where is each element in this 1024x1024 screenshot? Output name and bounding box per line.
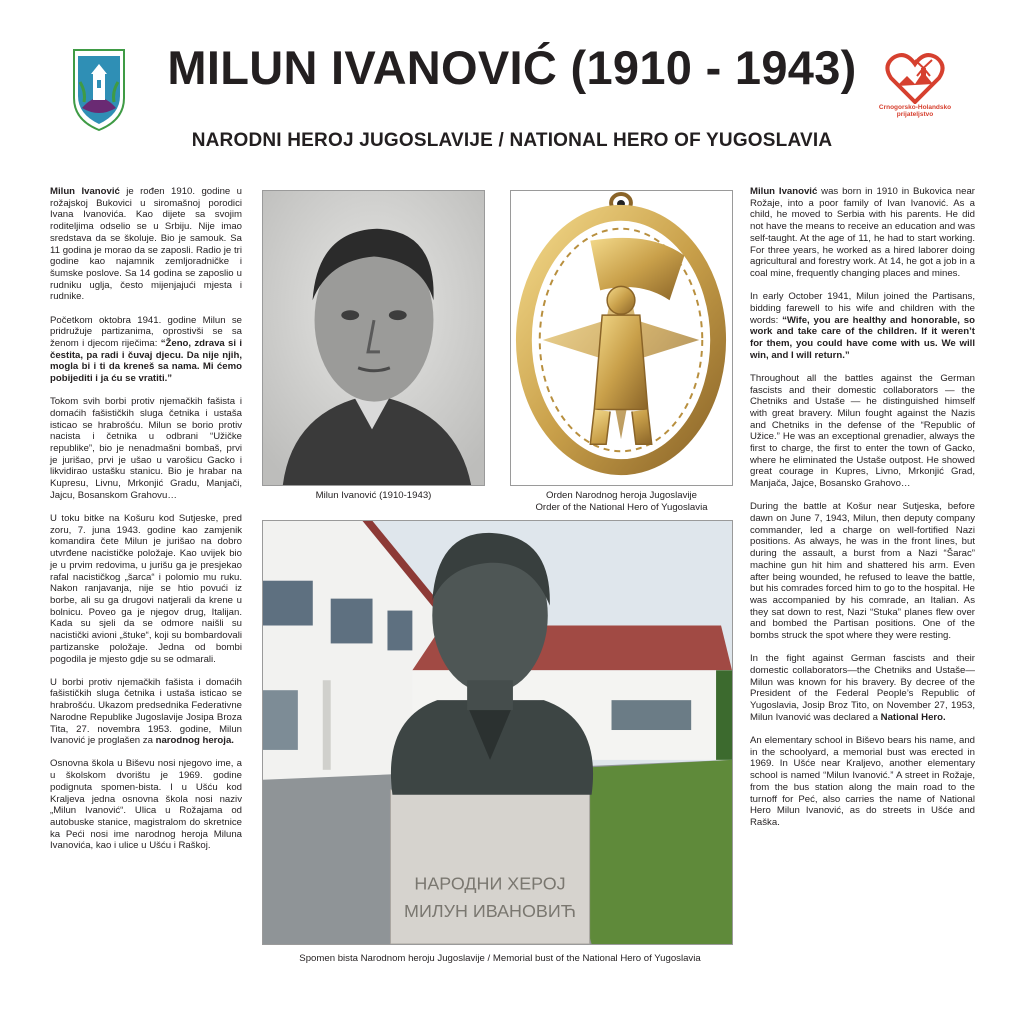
title-highlight: narodnog heroja. bbox=[155, 735, 234, 747]
memorial-bust-photo bbox=[262, 520, 733, 945]
paragraph-text: was born in 1910 in Bukovica near Rožaje, into a poor family of Ivan Ivanović. As a child, he moved to Serbia with his parents. He did not have the means to receive an education and was self-taught. At the age of 11, he had to start working. For three years, he worked as a hired laborer doing agricultural and forestry work. At 14, he got a job in a coal mine, frequently changing places and mines. bbox=[750, 186, 976, 279]
paragraph-text: In early October 1941, Milun joined the Partisans, bidding farewell to his wife and children with the words: bbox=[750, 291, 975, 326]
paragraph: An elementary school in Biševo bears his name, and in the schoolyard, a memorial bust was erected in 1969. In Ušće near Kraljevo, another elementary school is named “Milun Ivanović.” A street in Rožaje, from the bus station along the main road to the turnoff for Peć, also carries the name of National Hero Milun Ivanović, as do streets in Ušće and Raška. bbox=[750, 735, 975, 828]
medal-caption-line2: Order of the National Hero of Yugoslavia bbox=[535, 502, 708, 513]
paragraph bbox=[750, 653, 975, 723]
logo-caption-line2: prijateljstvo bbox=[896, 111, 934, 118]
plinth-inscription-1: НАРОДНИ ХЕРОЈ bbox=[414, 873, 566, 894]
medal-caption bbox=[490, 490, 753, 514]
paragraph bbox=[50, 315, 242, 385]
paragraph: Osnovna škola u Biševu nosi njegovo ime, a u školskom dvorištu je 1969. godine podignuta spomen-bista. I u Ušću kod Kraljeva jedna osnovna škola nosi naziv „Milun Ivanović“. Ulica u Rožajama od autobuske stanice, magistralom do skretnice ka Peći nosi ime narodnog heroja Miluna Ivanovića, kao i ulice u Ušću i Raškoj. bbox=[50, 758, 242, 852]
paragraph-text: U borbi protiv njemačkih fašista i domaćih fašističkih sluga četnika i ustaša isticao se hrabrošću. Ukazom predsednika Federativne Narodne Republike Jugoslavije Josipa Broza Tita, 27. novembra 1953. godine, Milun Ivanović je proglašen za bbox=[50, 676, 242, 747]
paragraph bbox=[750, 186, 975, 280]
paragraph-text: In the fight against German fascists and their domestic collaborators—the Chetniks and Ustaše—Milun was known for his bravery. By decree of the President of the Federal People’s Republic of Yugoslavia, Josip Broz Tito, on November 27, 1953, Milun Ivanović was declared a bbox=[750, 653, 975, 723]
paragraph: U toku bitke na Košuru kod Sutjeske, pred zoru, 7. juna 1943. godine kao zamjenik komandira čete Milun je jurišao na dobro utvrđene nacističke položaje. Kao uvijek bio je u prvim redovima, u jurišu ga je presjekao rafal nacističkog „šarca“ i polomio mu ruku. Nakon ranjavanja, nije se htio povući iz borbe, ali su ga drugovi natjerali da krene u bolnicu. Poveo ga je njegov drug, Italijan. Kada su sjeli da se odmore naišli su nacistički avioni „štuke“, koji su bombardovali partizanske položaje. Jedna od bombi pogodila je mjesto gdje su se odmarali. bbox=[50, 513, 242, 665]
medal-photo bbox=[510, 190, 733, 486]
quote-highlight: “Ženo, zdrava si i čestita, pa radi i čuvaj djecu. Da nije njih, mogla bi i ti da kreneš sa nama. Mi ćemo pobijediti i ja ću se vratiti.” bbox=[50, 337, 242, 385]
name-highlight: Milun Ivanović bbox=[50, 186, 120, 197]
portrait-caption: Milun Ivanović (1910-1943) bbox=[315, 490, 432, 501]
page-subtitle: NARODNI HEROJ JUGOSLAVIJE / NATIONAL HERO OF YUGOSLAVIA bbox=[191, 130, 833, 151]
paragraph-text: je rođen 1910. godine u rožajskoj Bukovici u siromašnoj porodici Ivana Ivanovića. Kao dijete sa svojim roditeljima odselio se u Srbiju. Nije imao sredstava da se školuje. Bio je samouk. Sa 11 godina je morao da se zaposli. Radio je tri godine kao najamnik zemljoradničke i šumske poslove. Sa 14 godina se zaposlio u rudniku uglja, često mijenjajući mjesta i rudnike. bbox=[50, 186, 242, 303]
paragraph bbox=[750, 291, 975, 361]
logo-caption-line1: Crnogorsko-Holandsko bbox=[878, 104, 952, 111]
bust-caption: Spomen bista Narodnom heroju Jugoslavije / Memorial bust of the National Hero of Yugoslavia bbox=[299, 953, 701, 964]
text-column-montenegrin bbox=[50, 186, 242, 864]
name-highlight: Milun Ivanović bbox=[750, 186, 818, 197]
medal-caption-line1: Orden Narodnog heroja Jugoslavije bbox=[546, 490, 697, 501]
quote-highlight: “Wife, you are healthy and honorable, so work and take care of the children. If it weren’t for them, you could have come with us. We will win, and I will return.” bbox=[750, 314, 975, 361]
text-column-english bbox=[750, 186, 975, 840]
portrait-photo bbox=[262, 190, 485, 486]
paragraph: Throughout all the battles against the German fascists and their domestic collaborators — the Chetniks and Ustaše — he distinguished himself with great bravery. Milun fought against the Nazis and Chetniks in the defense of the “Republic of Užice.” He was an exceptional grenadier, always the first to charge, the first to enter the town of Gacko, where he eliminated the Ustaše outpost. He showed great courage in Kupres, Livno, Mrkonjić Grad, Manjača, Jajce, Bosansko Grahovo… bbox=[750, 372, 975, 490]
paragraph: Tokom svih borbi protiv njemačkih fašista i domaćih fašističkih sluga četnika i ustaša isticao se hrabrošću. Milun se borio protiv nacista i četnika u odbrani “Užičke republike”, bio je nenadmašni bombaš, prvi je jurišao, prvi je ušao u varošicu Gacko i likvidirao ustašku stanicu. Bio je hrabar na Kupresu, Livnu, Mrkonjić Gradu, Manjači, Jajcu, Bosanskom Grahovu… bbox=[50, 396, 242, 501]
paragraph bbox=[50, 677, 242, 747]
page-title: MILUN IVANOVIĆ (1910 - 1943) bbox=[167, 41, 857, 94]
paragraph: During the battle at Košur near Sutjeska, before dawn on June 7, 1943, Milun, then deputy company commander, led a charge on well-fortified Nazi positions. As always, he was in the front lines, but during the assault, a burst from a Nazi “Šarac” machine gun hit him and shattered his arm. Even after being wounded, he refused to leave the battle, but his comrades forced him to go to the hospital. He was accompanied by his comrade, an Italian. As they sat down to rest, Nazi “Stuka” planes flew over and bombed the Partisan positions. One of the bombs struck the spot where they were resting. bbox=[750, 501, 975, 642]
paragraph bbox=[50, 186, 242, 303]
plinth-inscription-2: МИЛУН ИВАНОВИЋ bbox=[404, 901, 577, 922]
title-highlight: National Hero. bbox=[880, 711, 946, 723]
paragraph-text: Početkom oktobra 1941. godine Milun se pridružuje partizanima, oprostivši se sa ženom i djecom riječima: bbox=[50, 314, 242, 349]
